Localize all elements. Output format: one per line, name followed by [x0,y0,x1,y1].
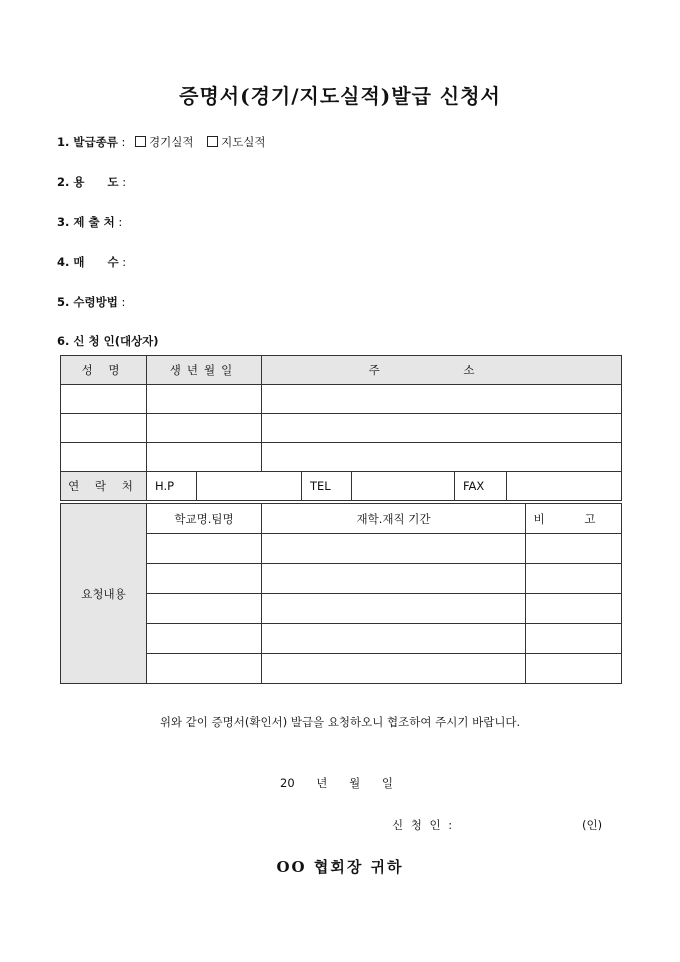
date-year-unit: 년 [316,776,328,790]
school-cell[interactable] [147,534,262,564]
contact-row [61,472,622,501]
school-cell[interactable] [147,624,262,654]
address-cell[interactable] [262,414,622,443]
note-cell[interactable] [526,654,622,684]
submit-to-sep: : [118,215,123,229]
applicant-table [60,355,622,501]
receive-method-row [57,294,125,310]
applicant-row-1 [61,385,622,414]
submit-to-label: 3. 제 출 처 [57,215,115,229]
copies-row [57,254,126,270]
request-table [60,503,622,684]
note-cell[interactable] [526,564,622,594]
option-coaching-record: 지도실적 [221,135,266,149]
issue-type-row [57,134,266,150]
birthdate-cell[interactable] [147,414,262,443]
request-statement: 위와 같이 증명서(확인서) 발급을 요청하오니 협조하여 주시기 바랍니다. [159,715,521,729]
fax-cell[interactable] [507,472,622,501]
option-game-record: 경기실적 [149,135,194,149]
birthdate-cell[interactable] [147,385,262,414]
period-cell[interactable] [262,564,526,594]
receive-method-sep: : [121,295,126,309]
period-cell[interactable] [262,624,526,654]
period-cell[interactable] [262,594,526,624]
purpose-row [57,174,126,190]
birthdate-cell[interactable] [147,443,262,472]
date-day-unit: 일 [381,776,393,790]
school-cell[interactable] [147,654,262,684]
date-year: 20 [280,776,295,790]
school-cell[interactable] [147,564,262,594]
period-cell[interactable] [262,654,526,684]
tel-cell[interactable] [352,472,455,501]
header-birthdate: 생년월일 [147,356,262,385]
applicant-label: 6. 신 청 인(대상자) [57,334,159,348]
header-note: 비 고 [526,504,622,534]
date-month-unit: 월 [349,776,361,790]
name-cell[interactable] [61,385,147,414]
contact-label: 연 락 처 [61,472,147,501]
issue-type-label: 1. 발급종류 [57,135,118,149]
note-cell[interactable] [526,534,622,564]
header-school-team: 학교명.팀명 [147,504,262,534]
fax-label: FAX [455,472,507,501]
date-line [280,775,411,791]
applicant-row [57,333,159,349]
receive-method-label: 5. 수령방법 [57,295,118,309]
name-cell[interactable] [61,443,147,472]
submit-to-row [57,214,122,230]
applicant-row-2 [61,414,622,443]
period-cell[interactable] [262,534,526,564]
hp-label: H.P [147,472,197,501]
copies-label: 4. 매 수 [57,255,119,269]
address-cell[interactable] [262,385,622,414]
issue-type-sep: : [121,135,126,149]
purpose-label: 2. 용 도 [57,175,119,189]
header-period: 재학.재직 기간 [262,504,526,534]
tel-label: TEL [302,472,352,501]
address-cell[interactable] [262,443,622,472]
seal-mark: (인) [582,818,603,832]
note-cell[interactable] [526,594,622,624]
addressee: OO 협회장 귀하 [276,858,404,876]
header-name: 성 명 [61,356,147,385]
checkbox-game-record[interactable] [135,136,146,147]
purpose-sep: : [122,175,127,189]
applicant-sign-label: 신 청 인 : [392,818,455,832]
checkbox-coaching-record[interactable] [207,136,218,147]
name-cell[interactable] [61,414,147,443]
applicant-row-3 [61,443,622,472]
request-label: 요청내용 [61,504,147,684]
school-cell[interactable] [147,594,262,624]
header-address: 주 소 [262,356,622,385]
note-cell[interactable] [526,624,622,654]
copies-sep: : [122,255,127,269]
hp-cell[interactable] [197,472,302,501]
document-title: 증명서(경기/지도실적)발급 신청서 [179,84,501,108]
